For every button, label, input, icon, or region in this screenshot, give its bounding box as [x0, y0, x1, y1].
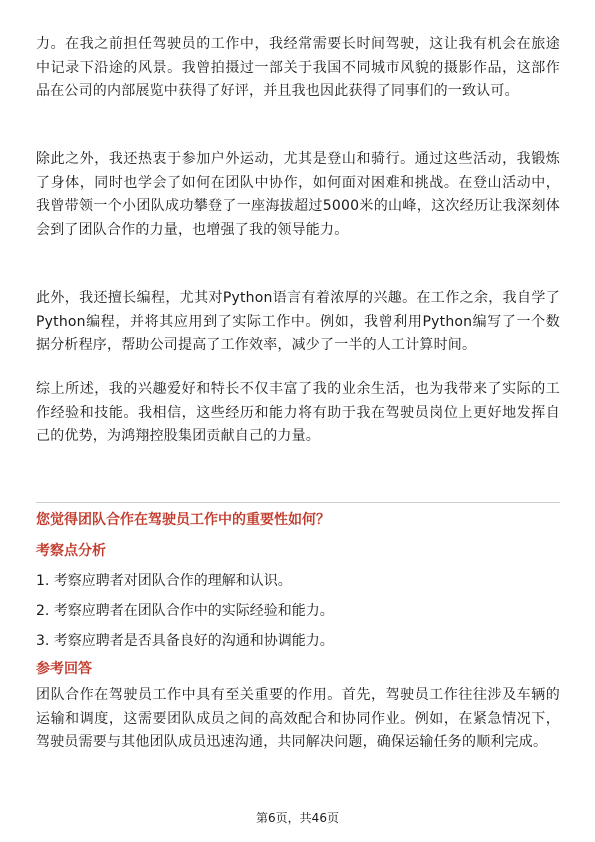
paragraph-outdoor-sports: 除此之外，我还热衷于参加户外运动，尤其是登山和骑行。通过这些活动，我锻炼了身体，同时也学会了如何在团队中协作，如何面对困难和挑战。在登山活动中，我曾带领一个小团队成功攀登了一座海拔超过5000米的山峰，这次经历让我深刻体会到了团队合作的力量，也增强了我的领导能力。 — [36, 151, 560, 238]
page-number: 第6页，共46页 — [256, 811, 339, 825]
paragraph-programming: 此外，我还擅长编程，尤其对Python语言有着浓厚的兴趣。在工作之余，我自学了Python编程，并将其应用到了实际工作中。例如，我曾利用Python编写了一个数据分析程序，帮助公司提高了工作效率，减少了一半的人工计算时间。 — [36, 290, 560, 353]
paragraph-summary: 综上所述，我的兴趣爱好和特长不仅丰富了我的业余生活，也为我带来了实际的工作经验和技能。我相信，这些经历和能力将有助于我在驾驶员岗位上更好地发挥自己的优势，为鸿翔控股集团贡献自己的力量。 — [36, 381, 560, 444]
analysis-heading: 考察点分析 — [36, 543, 106, 559]
analysis-list — [36, 566, 560, 656]
list-item: 1. 考察应聘者对团队合作的理解和认识。 — [36, 573, 292, 589]
list-item: 3. 考察应聘者是否具备良好的沟通和协调能力。 — [36, 633, 334, 649]
answer-heading: 参考回答 — [36, 661, 92, 677]
section-divider — [36, 502, 560, 503]
answer-text: 团队合作在驾驶员工作中具有至关重要的作用。首先，驾驶员工作往往涉及车辆的运输和调度，这需要团队成员之间的高效配合和协同作业。例如，在紧急情况下，驾驶员需要与其他团队成员迅速沟通，共同解决问题，确保运输任务的顺利完成。 — [36, 687, 560, 750]
question-heading: 您觉得团队合作在驾驶员工作中的重要性如何？ — [36, 512, 330, 528]
paragraph-photography: 力。在我之前担任驾驶员的工作中，我经常需要长时间驾驶，这让我有机会在旅途中记录下沿途的风景。我曾拍摄过一部关于我国不同城市风貌的摄影作品，这部作品在公司的内部展览中获得了好评，并且我也因此获得了同事们的一致认可。 — [36, 36, 560, 99]
list-item: 2. 考察应聘者在团队合作中的实际经验和能力。 — [36, 603, 334, 619]
